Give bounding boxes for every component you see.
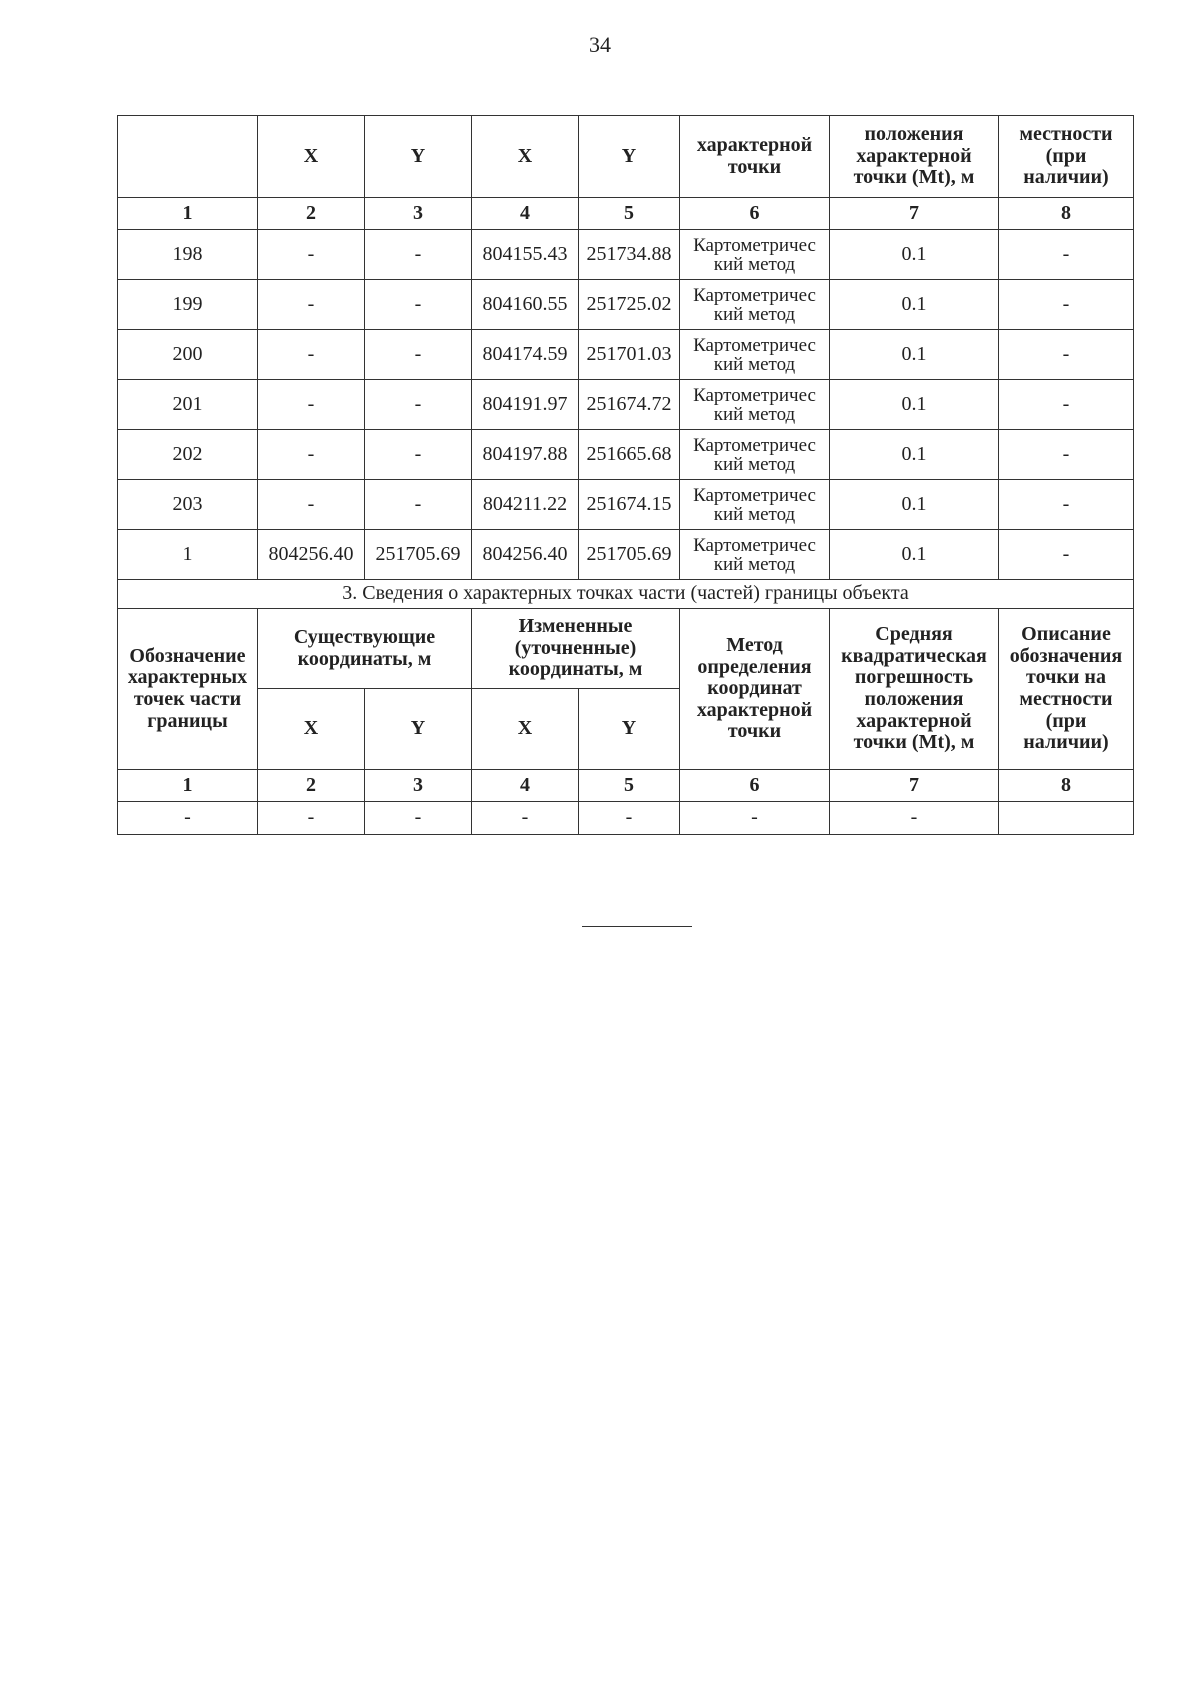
x-existing-cell: - [258, 480, 365, 530]
table-row [118, 430, 1134, 480]
mt-cell: 0.1 [830, 330, 999, 380]
point-id-cell: - [118, 802, 258, 835]
y-existing-cell: - [365, 230, 472, 280]
header-changed-coordinates: Измененные (уточненные) координаты, м [472, 609, 680, 689]
y-existing-cell: - [365, 802, 472, 835]
continued-header-row [118, 116, 1134, 198]
point-id-cell: 202 [118, 430, 258, 480]
y-changed-cell: 251674.15 [579, 480, 680, 530]
x-changed-cell: 804256.40 [472, 530, 579, 580]
column-number: 1 [118, 770, 258, 802]
description-cell: - [999, 280, 1134, 330]
column-number: 4 [472, 770, 579, 802]
method-cell: Картометричес кий метод [680, 230, 830, 280]
x-existing-cell: - [258, 430, 365, 480]
section-3-title-row [118, 580, 1134, 609]
column-number-row [118, 198, 1134, 230]
x-existing-cell: - [258, 280, 365, 330]
header-x-existing: X [258, 116, 365, 198]
x-existing-cell: - [258, 802, 365, 835]
x-existing-cell: - [258, 230, 365, 280]
header-mt: Средняя квадратическая погрешность положения характерной точки (Mt), м [830, 609, 999, 770]
header-point-designation: Обозначение характерных точек части границы [118, 609, 258, 770]
description-cell: - [999, 480, 1134, 530]
column-number: 2 [258, 770, 365, 802]
section-3-header-row [118, 609, 1134, 689]
description-cell: - [999, 230, 1134, 280]
x-existing-cell: - [258, 380, 365, 430]
column-number: 5 [579, 770, 680, 802]
header-method-tail: характерной точки [680, 116, 830, 198]
point-id-cell: 200 [118, 330, 258, 380]
mt-cell: 0.1 [830, 380, 999, 430]
header-existing-coordinates: Существующие координаты, м [258, 609, 472, 689]
point-id-cell: 198 [118, 230, 258, 280]
x-changed-cell: 804211.22 [472, 480, 579, 530]
y-existing-cell: - [365, 480, 472, 530]
header-cell-blank [118, 116, 258, 198]
table-row [118, 280, 1134, 330]
x-changed-cell: 804191.97 [472, 380, 579, 430]
description-cell: - [999, 430, 1134, 480]
mt-cell: 0.1 [830, 480, 999, 530]
column-number: 1 [118, 198, 258, 230]
header-x-changed: X [472, 116, 579, 198]
description-cell [999, 802, 1134, 835]
table-row [118, 380, 1134, 430]
section-3-data-row [118, 802, 1134, 835]
header-x-changed: X [472, 689, 579, 770]
header-y-changed: Y [579, 116, 680, 198]
header-y-changed: Y [579, 689, 680, 770]
table-row [118, 230, 1134, 280]
y-changed-cell: 251665.68 [579, 430, 680, 480]
mt-cell: 0.1 [830, 280, 999, 330]
y-changed-cell: 251734.88 [579, 230, 680, 280]
page-number: 34 [589, 32, 611, 57]
section-3-title: 3. Сведения о характерных точках части (частей) границы объекта [118, 580, 1134, 609]
y-existing-cell: - [365, 330, 472, 380]
method-cell: - [680, 802, 830, 835]
y-changed-cell: 251701.03 [579, 330, 680, 380]
x-existing-cell: - [258, 330, 365, 380]
column-number: 6 [680, 770, 830, 802]
header-x-existing: X [258, 689, 365, 770]
end-of-document-rule [582, 926, 692, 927]
column-number: 6 [680, 198, 830, 230]
y-existing-cell: - [365, 280, 472, 330]
y-changed-cell: 251705.69 [579, 530, 680, 580]
boundary-points-table [117, 115, 1134, 835]
method-cell: Картометричес кий метод [680, 430, 830, 480]
point-id-cell: 203 [118, 480, 258, 530]
header-method: Метод определения координат характерной точки [680, 609, 830, 770]
mt-cell: - [830, 802, 999, 835]
description-cell: - [999, 330, 1134, 380]
header-description: Описание обозначения точки на местности (при наличии) [999, 609, 1134, 770]
y-changed-cell: - [579, 802, 680, 835]
mt-cell: 0.1 [830, 530, 999, 580]
table-row [118, 530, 1134, 580]
column-number: 3 [365, 198, 472, 230]
y-existing-cell: - [365, 380, 472, 430]
header-description-tail: местности (при наличии) [999, 116, 1134, 198]
y-existing-cell: - [365, 430, 472, 480]
mt-cell: 0.1 [830, 430, 999, 480]
table-row [118, 330, 1134, 380]
column-number: 2 [258, 198, 365, 230]
description-cell: - [999, 380, 1134, 430]
x-changed-cell: 804174.59 [472, 330, 579, 380]
column-number: 8 [999, 770, 1134, 802]
x-existing-cell: 804256.40 [258, 530, 365, 580]
header-mt-tail: положения характерной точки (Mt), м [830, 116, 999, 198]
x-changed-cell: - [472, 802, 579, 835]
method-cell: Картометричес кий метод [680, 330, 830, 380]
method-cell: Картометричес кий метод [680, 280, 830, 330]
column-number: 3 [365, 770, 472, 802]
description-cell: - [999, 530, 1134, 580]
point-id-cell: 1 [118, 530, 258, 580]
mt-cell: 0.1 [830, 230, 999, 280]
x-changed-cell: 804155.43 [472, 230, 579, 280]
method-cell: Картометричес кий метод [680, 530, 830, 580]
table-row [118, 480, 1134, 530]
column-number: 4 [472, 198, 579, 230]
y-existing-cell: 251705.69 [365, 530, 472, 580]
point-id-cell: 201 [118, 380, 258, 430]
x-changed-cell: 804197.88 [472, 430, 579, 480]
table-body [118, 116, 1134, 835]
method-cell: Картометричес кий метод [680, 380, 830, 430]
column-number: 8 [999, 198, 1134, 230]
y-changed-cell: 251725.02 [579, 280, 680, 330]
header-y-existing: Y [365, 689, 472, 770]
x-changed-cell: 804160.55 [472, 280, 579, 330]
method-cell: Картометричес кий метод [680, 480, 830, 530]
column-number: 7 [830, 770, 999, 802]
point-id-cell: 199 [118, 280, 258, 330]
column-number: 5 [579, 198, 680, 230]
y-changed-cell: 251674.72 [579, 380, 680, 430]
section-3-column-number-row [118, 770, 1134, 802]
header-y-existing: Y [365, 116, 472, 198]
column-number: 7 [830, 198, 999, 230]
